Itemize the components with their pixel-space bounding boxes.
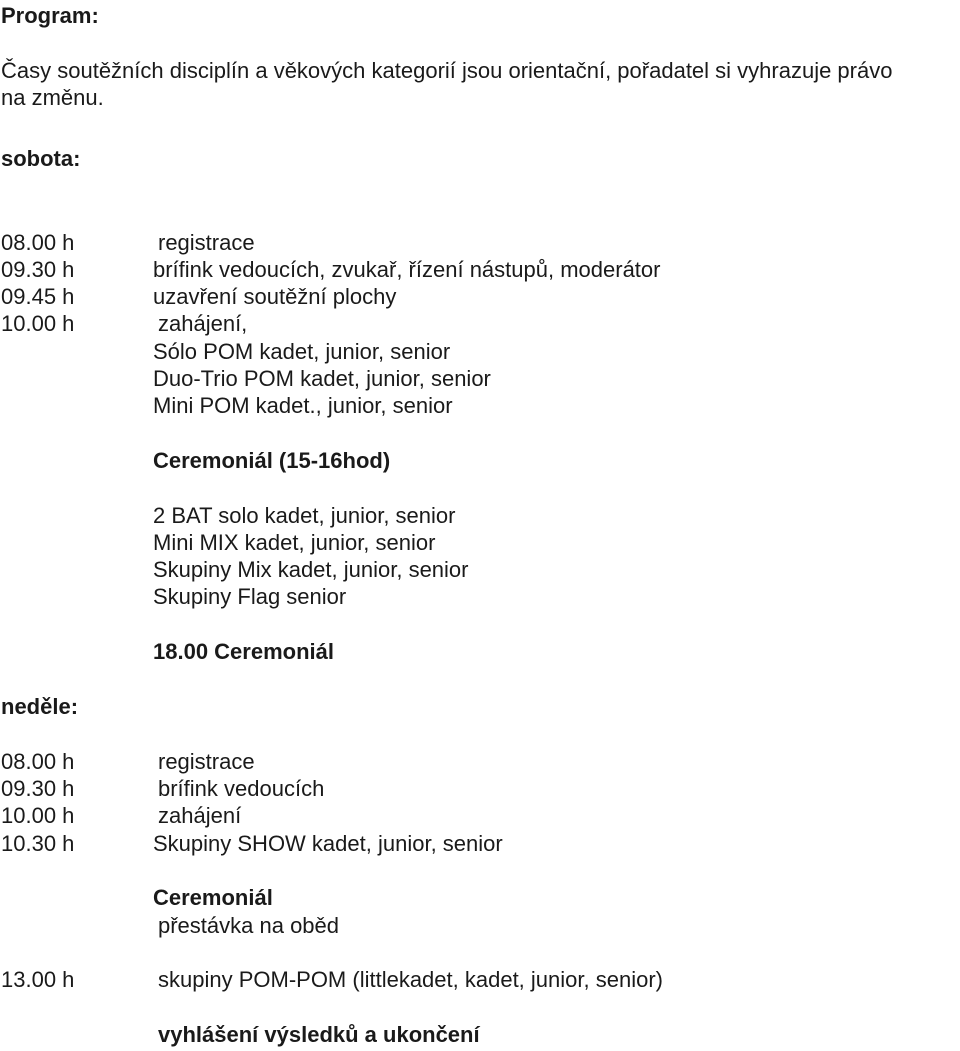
ceremony-evening: 18.00 Ceremoniál	[153, 639, 334, 664]
schedule-item: brífink vedoucích	[158, 776, 325, 801]
schedule-item: zahájení	[158, 803, 242, 828]
discipline-item: Sólo POM kadet, junior, senior	[153, 339, 451, 364]
lunch-break: přestávka na oběd	[158, 913, 340, 938]
intro-line-2: na změnu.	[1, 85, 104, 110]
closing-ceremony: vyhlášení výsledků a ukončení	[158, 1022, 480, 1047]
discipline-item: Skupiny Flag senior	[153, 584, 347, 609]
schedule-item: uzavření soutěžní plochy	[153, 284, 397, 309]
program-heading: Program:	[1, 3, 99, 28]
schedule-time: 09.30 h	[1, 257, 75, 282]
schedule-time: 10.00 h	[1, 803, 75, 828]
schedule-time: 10.00 h	[1, 311, 75, 336]
discipline-item: 2 BAT solo kadet, junior, senior	[153, 503, 456, 528]
discipline-item: Mini MIX kadet, junior, senior	[153, 530, 436, 555]
schedule-time: 09.30 h	[1, 776, 75, 801]
schedule-item: zahájení,	[158, 311, 248, 336]
schedule-time: 08.00 h	[1, 230, 75, 255]
discipline-item: Mini POM kadet., junior, senior	[153, 393, 453, 418]
schedule-item: skupiny POM-POM (littlekadet, kadet, junior, senior)	[158, 967, 663, 992]
schedule-time: 08.00 h	[1, 749, 75, 774]
discipline-item: Skupiny Mix kadet, junior, senior	[153, 557, 469, 582]
intro-line-1: Časy soutěžních disciplín a věkových kategorií jsou orientační, pořadatel si vyhrazuje právo	[1, 58, 893, 83]
schedule-item: Skupiny SHOW kadet, junior, senior	[153, 831, 503, 856]
discipline-item: Duo-Trio POM kadet, junior, senior	[153, 366, 491, 391]
sunday-heading: neděle:	[1, 694, 79, 719]
schedule-item: registrace	[158, 749, 255, 774]
schedule-time: 10.30 h	[1, 831, 75, 856]
schedule-item: brífink vedoucích, zvukař, řízení nástupů, moderátor	[153, 257, 661, 282]
ceremony-sunday: Ceremoniál	[153, 885, 273, 910]
saturday-heading: sobota:	[1, 146, 81, 171]
schedule-time: 09.45 h	[1, 284, 75, 309]
schedule-item: registrace	[158, 230, 255, 255]
schedule-time: 13.00 h	[1, 967, 75, 992]
ceremony-afternoon: Ceremoniál (15-16hod)	[153, 448, 391, 473]
